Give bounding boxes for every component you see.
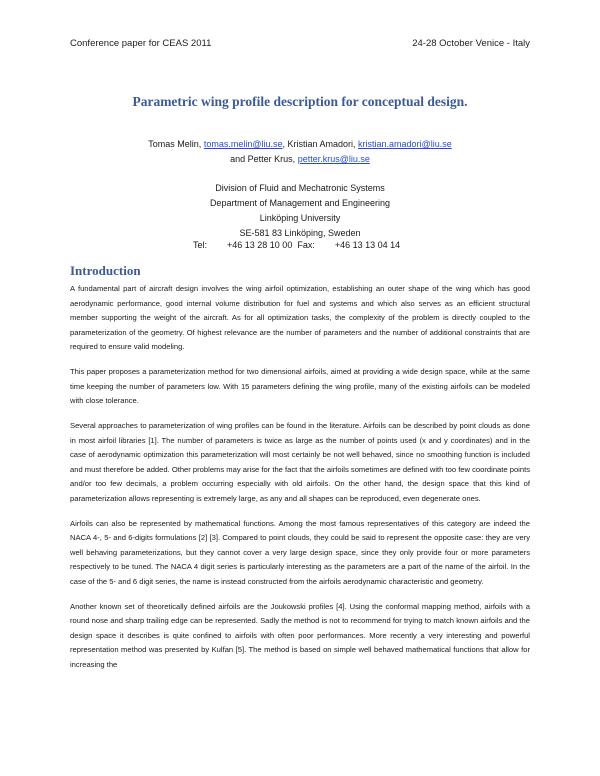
email-link-melin[interactable]: tomas.melin@liu.se <box>203 139 283 149</box>
body-text <box>70 282 530 683</box>
paragraph-1: A fundamental part of aircraft design involves the wing airfoil optimization, establishing an outer shape of the wing which has good aerodynamic performance, good internal volume distribution for fuel and systems and which also serves as an efficient structural member supporting the weight of the aircraft. As for all optimization tasks, the complexity of the problem is directly coupled to the parameterization of the geometry. Of highest relevance are the number of parameters and the number of additional constraints that are required to ensure valid modeling. <box>70 284 530 351</box>
paragraph-4: Airfoils can also be represented by mathematical functions. Among the most famous representatives of this category are indeed the NACA 4-, 5- and 6-digits formulations [2] [3]. Compared to point clouds, they could be said to represent the opposite case: they are very well behaving parameterizations, but they cannot cover a very large design space, since they only provide four or more parameters respectively to be tuned. The NACA 4 digit series is particularly interesting as the parameters are a part of the name of the airfoil. In the case of the 5- and 6 digit series, the name is instead constructed from the airfoils aerodynamic characteristic and geometry. <box>70 518 530 586</box>
affiliation-university: Linköping University <box>259 213 341 223</box>
author-separator: , Kristian Amadori, <box>282 139 359 149</box>
running-header-left: Conference paper for CEAS 2011 <box>70 38 212 49</box>
author-block <box>0 137 600 167</box>
email-link-amadori[interactable]: kristian.amadori@liu.se <box>358 139 452 149</box>
contact-phone-fax: Tel: +46 13 28 10 00 Fax: +46 13 13 04 14 <box>193 240 401 250</box>
paragraph-5: Another known set of theoretically defined airfoils are the Joukowski profiles [4]. Using the conformal mapping method, airfoils with a round nose and sharp trailing edge can be represented. Sadly the method is not to recommend for trying to match known airfoils and the design space it describes is quite confined to airfoils with often poor performances. More recently a very interesting and powerful representation method was presented by Kulfan [5]. The method is based on simple well behaved mathematical functions that allow for increasing the <box>70 601 530 669</box>
affiliation-division: Division of Fluid and Mechatronic Systems <box>215 183 385 193</box>
paragraph-2: This paper proposes a parameterization method for two dimensional airfoils, aimed at providing a wide design space, while at the same time keeping the number of parameters low. With 15 parameters defining the wing profile, many of the existing airfoils can be modeled with close tolerance. <box>70 367 530 405</box>
affiliation-block <box>0 181 600 241</box>
paragraph-3: Several approaches to parameterization of wing profiles can be found in the literature. Airfoils can be described by point clouds as done in most airfoil libraries [1]. The number of parameters is twice as large as the number of points used (x and y coordinates) and in the case of aerodynamic optimization this parameterization will most certainly be not well behaved, since no smoothing function is included and must therefore be added. Other problems may arise for the fact that the airfoils sometimes are defined with too few coordinate points and/or too few decimals, a problem occurring especially with old airfoils. On the other hand, the design space that this kind of parameterization allows representing is extremely large, as any and all shapes can be reproduced, even degenerate ones. <box>70 421 530 503</box>
author-name-3: and Petter Krus, <box>230 154 298 164</box>
author-line-2 <box>0 152 600 167</box>
running-header-right: 24-28 October Venice - Italy <box>412 38 530 49</box>
author-line-1 <box>0 137 600 152</box>
email-link-krus[interactable]: petter.krus@liu.se <box>297 154 370 164</box>
affiliation-address: SE-581 83 Linköping, Sweden <box>239 228 361 238</box>
author-name-1: Tomas Melin, <box>148 139 204 149</box>
section-heading-introduction: Introduction <box>70 263 141 278</box>
paper-title: Parametric wing profile description for conceptual design. <box>132 94 468 109</box>
affiliation-department: Department of Management and Engineering <box>209 198 391 208</box>
